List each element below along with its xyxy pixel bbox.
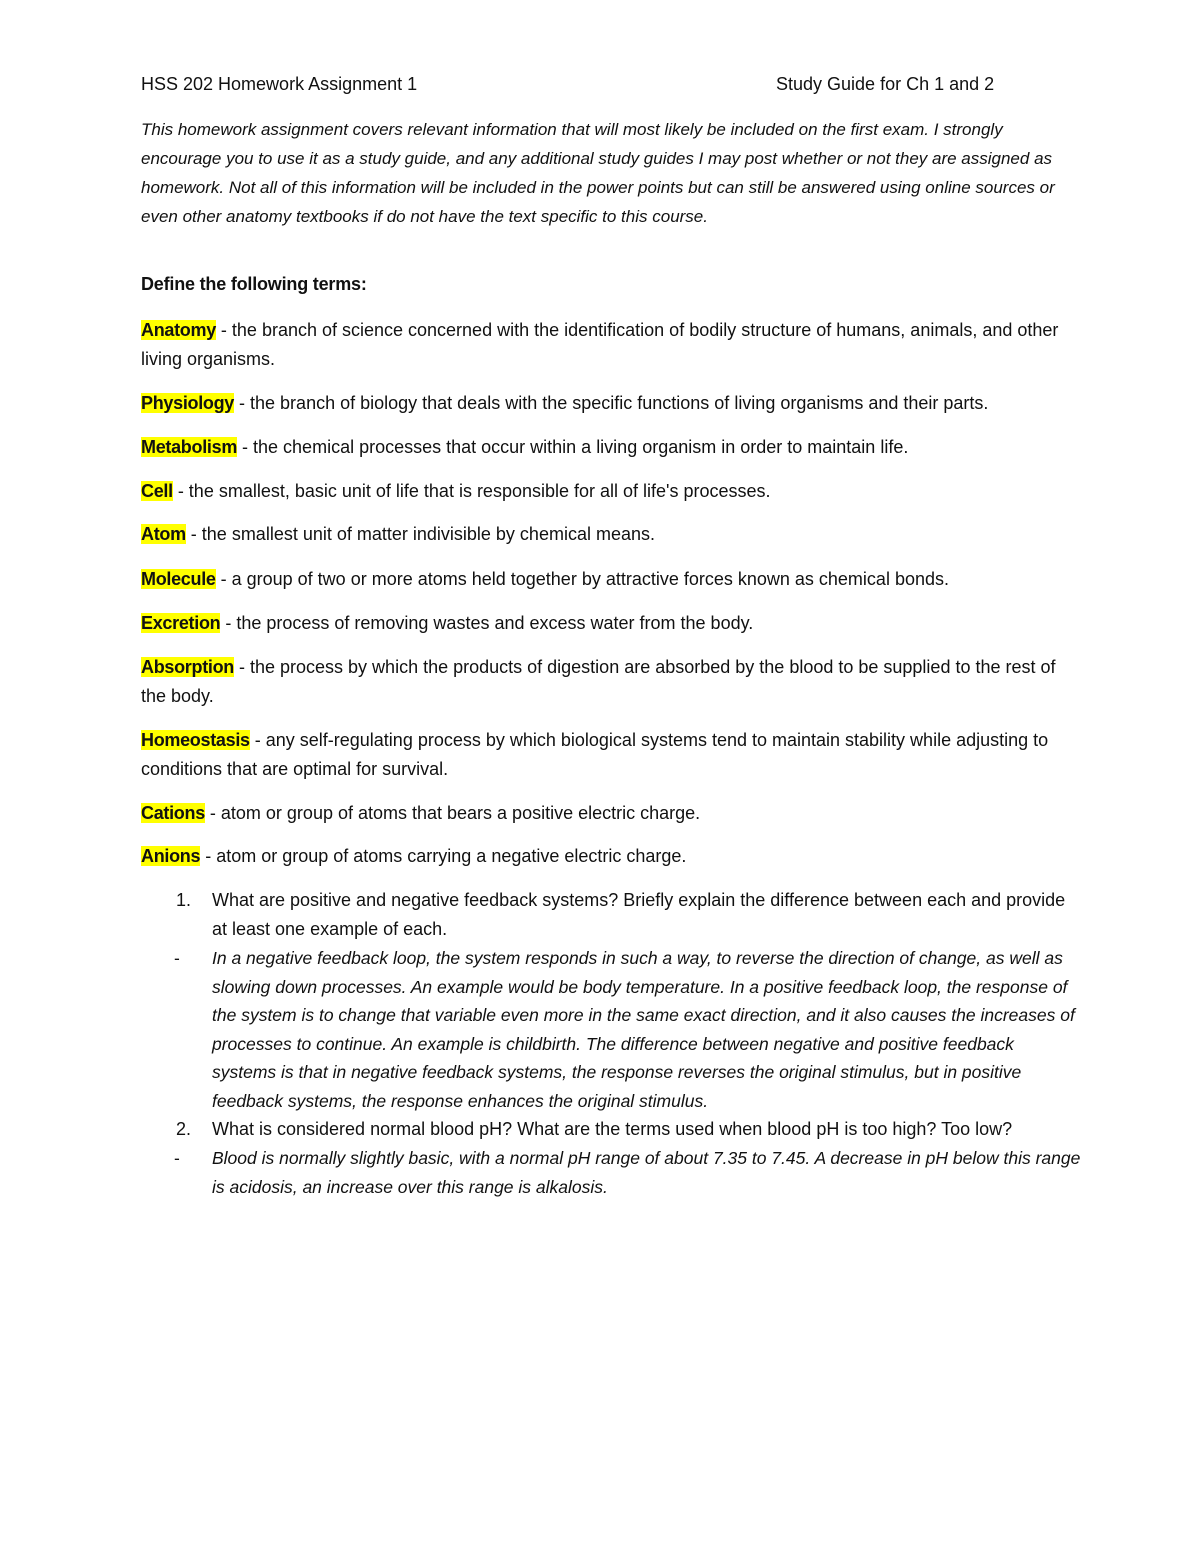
header-guide-title: Study Guide for Ch 1 and 2: [776, 74, 995, 94]
question-prompt: What are positive and negative feedback systems? Briefly explain the difference between each and provide at least one example of each.: [212, 890, 1066, 939]
header-course-title: HSS 202 Homework Assignment 1: [141, 74, 418, 94]
term-definition: - the process of removing wastes and excess water from the body.: [220, 613, 754, 633]
question-item: [141, 886, 1081, 1115]
question-text: [141, 886, 1081, 944]
answer-bullet: -: [174, 948, 180, 968]
term-definition: - the smallest unit of matter indivisible by chemical means.: [185, 524, 655, 544]
term-cations: [141, 799, 1081, 828]
question-number: 2.: [176, 1119, 192, 1139]
term-name: Homeostasis: [141, 730, 250, 750]
term-molecule: [141, 565, 1081, 594]
term-name: Anatomy: [141, 320, 216, 340]
question-number: 1.: [176, 890, 192, 910]
term-definition: - a group of two or more atoms held together by attractive forces known as chemical bonds.: [215, 569, 949, 589]
answer-text: [141, 1144, 1081, 1201]
term-absorption: [141, 653, 1081, 711]
term-anions: [141, 842, 1081, 871]
term-definition: - the chemical processes that occur within a living organism in order to maintain life.: [237, 437, 909, 457]
answer-body: Blood is normally slightly basic, with a normal pH range of about 7.35 to 7.45. A decrease in pH below this range is acidosis, an increase over this range is alkalosis.: [212, 1148, 1081, 1197]
term-name: Cell: [141, 481, 173, 501]
term-homeostasis: [141, 726, 1081, 784]
term-definition: - any self-regulating process by which biological systems tend to maintain stability while adjusting to conditions that are optimal for survival.: [141, 730, 1049, 779]
term-definition: - the process by which the products of digestion are absorbed by the blood to be supplied to the rest of the body.: [141, 657, 1056, 706]
term-name: Cations: [141, 803, 205, 823]
term-cell: [141, 477, 1081, 506]
intro-paragraph: This homework assignment covers relevant information that will most likely be included on the first exam. I strongly encourage you to use it as a study guide, and any additional study guides I may post whether or not they are assigned as homework. Not all of this information will be included in the power points but can still be answered using online sources or even other anatomy textbooks if do not have the text specific to this course.: [141, 120, 1055, 226]
term-excretion: [141, 609, 1081, 638]
answer-body: In a negative feedback loop, the system responds in such a way, to reverse the direction of change, as well as slowing down processes. An example would be body temperature. In a positive feedback loop, the response of the system is to change that variable even more in the same exact direction, and it also causes the increases of processes to continue. An example is childbirth. The difference between negative and positive feedback systems is that in negative feedback systems, the response reverses the original stimulus, but in positive feedback systems, the response enhances the original stimulus.: [212, 948, 1075, 1111]
term-name: Excretion: [141, 613, 221, 633]
term-name: Absorption: [141, 657, 234, 677]
answer-bullet: -: [174, 1148, 180, 1168]
term-definition: - the branch of biology that deals with the specific functions of living organisms and their parts.: [234, 393, 989, 413]
question-item: [141, 1115, 1081, 1201]
term-name: Atom: [141, 524, 186, 544]
term-anatomy: [141, 316, 1081, 374]
term-name: Anions: [141, 846, 201, 866]
term-definition: - atom or group of atoms that bears a positive electric charge.: [204, 803, 701, 823]
term-definition: - the branch of science concerned with the identification of bodily structure of humans, animals, and other living organisms.: [141, 320, 1059, 369]
question-text: [141, 1115, 1081, 1144]
section-heading: Define the following terms:: [141, 274, 367, 294]
term-definition: - the smallest, basic unit of life that is responsible for all of life's processes.: [172, 481, 771, 501]
term-atom: [141, 520, 1081, 549]
answer-text: [141, 944, 1081, 1115]
term-physiology: [141, 389, 1081, 418]
term-definition: - atom or group of atoms carrying a negative electric charge.: [200, 846, 687, 866]
question-list: [141, 886, 1081, 1201]
term-name: Metabolism: [141, 437, 238, 457]
term-name: Molecule: [141, 569, 216, 589]
term-name: Physiology: [141, 393, 235, 413]
term-metabolism: [141, 433, 1081, 462]
question-prompt: What is considered normal blood pH? What are the terms used when blood pH is too high? Too low?: [212, 1119, 1013, 1139]
